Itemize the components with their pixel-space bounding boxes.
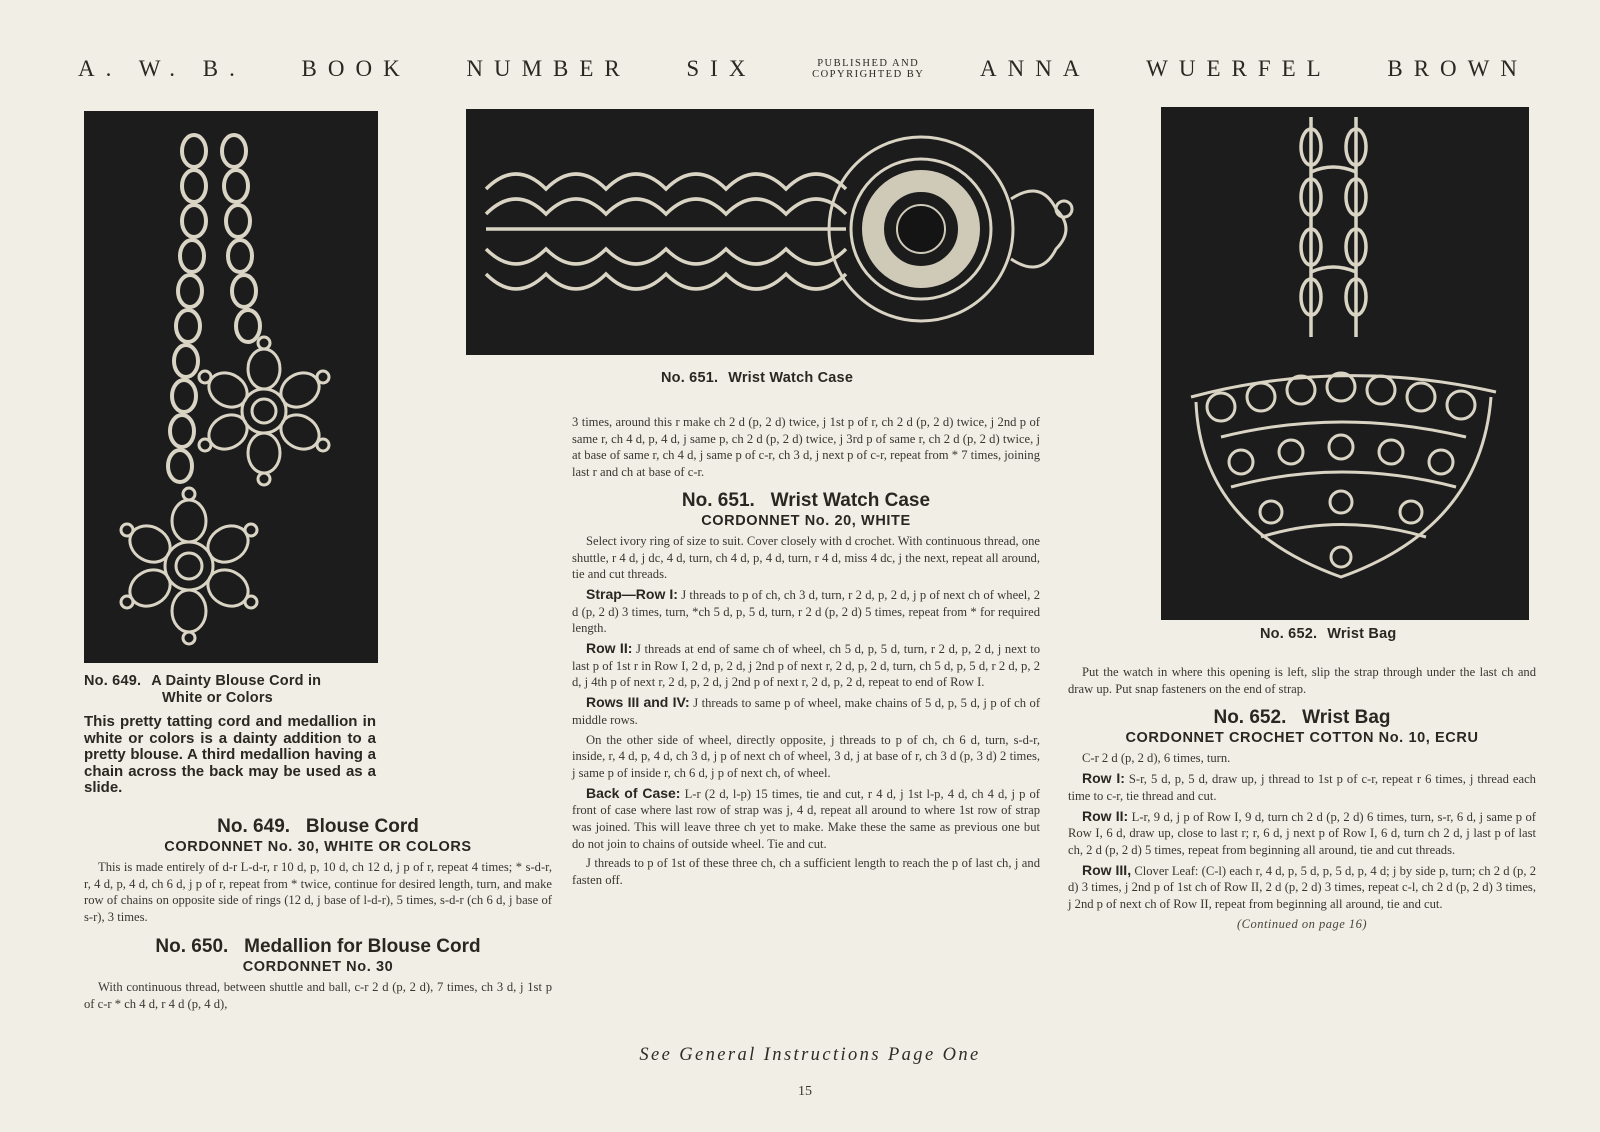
instructions-strap-row-1 bbox=[572, 586, 1040, 637]
header-anna: ANNA bbox=[980, 56, 1091, 81]
header-published bbox=[812, 58, 924, 80]
photo-blouse-cord bbox=[84, 111, 378, 663]
right-column bbox=[1068, 664, 1536, 932]
subheading-649: CORDONNET No. 30, WHITE OR COLORS bbox=[164, 839, 472, 855]
caption-652-number: No. 652. bbox=[1260, 626, 1318, 642]
caption-652-text: Wrist Bag bbox=[1327, 626, 1397, 642]
blouse-cord-illustration bbox=[84, 111, 378, 663]
instructions-649: This is made entirely of d-r L-d-r, r 10 d, p, 10 d, ch 12 d, j p of r, repeat 4 times; * s-d-r, r, 4 d, p, 4 d, ch 6 d, j p of r, repeat from * twice, continue for desired length, turn, and make row of chains on opposite side of rings (12 d, j base of l-d-r), 5 times, s-d-r (ch 6 d, j base of s-r), 3 times. bbox=[84, 860, 552, 925]
left-instructions bbox=[84, 816, 552, 1015]
bag-row-3-text: Clover Leaf: (C-l) each r, 4 d, p, 5 d, p, 5 d, p, 4 d; j by side p, turn; ch 2 d (p, 2 d) 3 times, j 2nd p of 1st ch of Row II, 2 d (p, 2 d) 3 times, repeat c-l, ch 2 d (p, 2 d) 3 times, j 2nd p of next ch of Row II, repeat from beginning all around, tie and cut. bbox=[1068, 863, 1537, 912]
instructions-select-ring: Select ivory ring of size to suit. Cover closely with d crochet. With continuous thread, one shuttle, r 4 d, j dc, 4 d, turn, ch 4 d, p, 4 d, turn, r 4 d, miss 4 dc, j the next, repeat all around, tie and cut threads. bbox=[572, 533, 1040, 582]
instructions-bag-row-3 bbox=[1068, 862, 1536, 913]
bag-row-1-lead: Row I: bbox=[1082, 770, 1125, 787]
instructions-other-side: On the other side of wheel, directly opposite, j threads to p of ch, ch 6 d, turn, s-d-r, inside, r, 4 d, p, 4 d, ch 3 d, j p of next ch of wheel, 3 d, j at base of r, ch 3 d (p, 3 d) 2 times, j same p of inside r, ch 6 d, j p of next ch, of wheel. bbox=[572, 732, 1040, 780]
instructions-bag-row-1 bbox=[1068, 770, 1536, 804]
strap-row-1-text: J threads to p of ch, ch 3 d, turn, r 2 d, p, 2 d, j p of next ch of wheel, 2 d (p, 2 d) 3 times, turn, *ch 5 d, p, 5 d, turn, r 2 d (p, 2 d) 5 times, repeat from * for required length. bbox=[572, 587, 1040, 636]
heading-650: No. 650. Medallion for Blouse Cord bbox=[155, 935, 481, 957]
rows-3-4-text: J threads to same p of wheel, make chains of 5 d, p, 5 d, j p of ch of middle rows. bbox=[572, 696, 1041, 727]
back-of-case-text: L-r (2 d, l-p) 15 times, tie and cut, r 4 d, j 1st l-p, 4 d, ch 4 d, j p of front of case where last row of strap was j, 4 d, repeat all around to where 1st row of strap was joined. This will leave three ch yet to make. Make these the same as previous one but do not join to chains of outside wheel. Tie and cut. bbox=[572, 786, 1040, 851]
photo-wrist-watch-case bbox=[466, 109, 1094, 355]
caption-651-text: Wrist Watch Case bbox=[728, 370, 854, 386]
page-number: 15 bbox=[798, 1084, 812, 1099]
blouse-cord-blurb: This pretty tatting cord and medallion in white or colors is a dainty addition to a pretty blouse. A third medallion having a chain across the back may be used as a slide. bbox=[84, 713, 376, 796]
subheading-651: CORDONNET No. 20, WHITE bbox=[701, 512, 911, 529]
heading-652: No. 652. Wrist Bag bbox=[1213, 707, 1391, 729]
continued-note: (Continued on page 16) bbox=[1236, 916, 1368, 931]
watch-case-illustration bbox=[466, 109, 1094, 355]
instructions-center-ring: C-r 2 d (p, 2 d), 6 times, turn. bbox=[1082, 751, 1231, 766]
general-instructions-note: See General Instructions Page One bbox=[639, 1045, 981, 1065]
row-2-lead: Row II: bbox=[586, 640, 633, 657]
header-book: BOOK bbox=[301, 56, 411, 81]
bag-row-2-text: L-r, 9 d, j p of Row I, 9 d, turn ch 2 d (p, 2 d) 6 times, turn, s-r, 6 d, j same p of Row I, 6 d, draw up, close to last r; r, 6 d, j next p of Row I, 6 d, turn ch 2 d, j last p of last ch, 2 d (p, 2 d) 5 times, repeat from beginning all around, tie and cut threads. bbox=[1068, 809, 1537, 857]
caption-649-text-2: White or Colors bbox=[162, 690, 273, 706]
header-brown: BROWN bbox=[1387, 56, 1528, 81]
instructions-bag-row-2 bbox=[1068, 808, 1536, 859]
header-published-line2: COPYRIGHTED BY bbox=[812, 69, 925, 80]
instructions-650: With continuous thread, between shuttle and ball, c-r 2 d (p, 2 d), 7 times, ch 3 d, j 1st p of c-r * ch 4 d, r 4 d (p, 4 d), bbox=[84, 979, 552, 1011]
subheading-652: CORDONNET CROCHET COTTON No. 10, ECRU bbox=[1125, 730, 1479, 747]
header-published-line1: PUBLISHED AND bbox=[817, 58, 920, 69]
caption-649-text-1: A Dainty Blouse Cord in bbox=[151, 673, 322, 689]
medallion-continued: 3 times, around this r make ch 2 d (p, 2 d) twice, j 1st p of r, ch 2 d (p, 2 d) twice, j 2nd p of same r, ch 4 d, p, 4 d, j same p, ch 2 d (p, 2 d) twice, j 3rd p of same r, ch 2 d (p, 2 d) twice, j at base of same r, ch 4 d, j same p of c-r, ch 3 d, j next p of c-r, repeat from * 7 times, joining last r and ch at base of c-r. bbox=[572, 415, 1040, 480]
middle-column bbox=[572, 414, 1040, 892]
back-of-case-lead: Back of Case: bbox=[586, 784, 681, 801]
header-wuerfel: WUERFEL bbox=[1146, 56, 1332, 81]
row-2-text: J threads at end of same ch of wheel, ch 5 d, p, 5 d, turn, r 2 d, p, 2 d, j next to last p of 1st r in Row I, 2 d, p, 2 d, j 2nd p of next r, 2 d, p, 2 d, turn, ch 5 d, p, 5 d, r 2 d, p, 2 d, j 4th p of next r, 2 d, p, 2 d, j 2nd p of next r, 2 d, p, 2 d, repeat to end of Row I. bbox=[572, 642, 1040, 690]
caption-649-line2 bbox=[162, 690, 273, 706]
instructions-fasten-off: J threads to p of 1st of these three ch, ch a sufficient length to reach the p of last ch, j and fasten off. bbox=[572, 856, 1040, 888]
left-column bbox=[84, 710, 376, 797]
header-awb: A. W. B. bbox=[78, 56, 246, 81]
caption-651 bbox=[661, 370, 853, 386]
bag-row-3-lead: Row III, bbox=[1082, 861, 1132, 878]
caption-651-number: No. 651. bbox=[661, 370, 719, 386]
header-number: NUMBER bbox=[466, 56, 631, 81]
strap-row-1-lead: Strap—Row I: bbox=[586, 585, 678, 602]
rows-3-4-lead: Rows III and IV: bbox=[586, 694, 690, 711]
photo-wrist-bag bbox=[1161, 107, 1529, 620]
caption-649-number: No. 649. bbox=[84, 673, 142, 689]
heading-651: No. 651. Wrist Watch Case bbox=[681, 489, 931, 511]
running-header bbox=[78, 52, 1528, 86]
instructions-back-of-case bbox=[572, 785, 1040, 853]
caption-649 bbox=[84, 673, 321, 689]
subheading-650: CORDONNET No. 30 bbox=[242, 958, 394, 975]
bag-row-2-lead: Row II: bbox=[1082, 807, 1129, 824]
bag-row-1-text: S-r, 5 d, p, 5 d, draw up, j thread to 1st p of c-r, repeat r 6 times, j thread each time to c-r, tie thread and cut. bbox=[1068, 772, 1536, 803]
wrist-bag-illustration bbox=[1161, 107, 1529, 620]
caption-652 bbox=[1260, 626, 1396, 642]
watch-case-finishing: Put the watch in where this opening is left, slip the strap through under the last ch and draw up. Put snap fasteners on the end of strap. bbox=[1068, 665, 1536, 696]
instructions-row-2 bbox=[572, 640, 1040, 691]
instructions-rows-3-4 bbox=[572, 694, 1040, 728]
header-six: SIX bbox=[686, 56, 757, 81]
heading-649: No. 649. Blouse Cord bbox=[217, 816, 419, 837]
